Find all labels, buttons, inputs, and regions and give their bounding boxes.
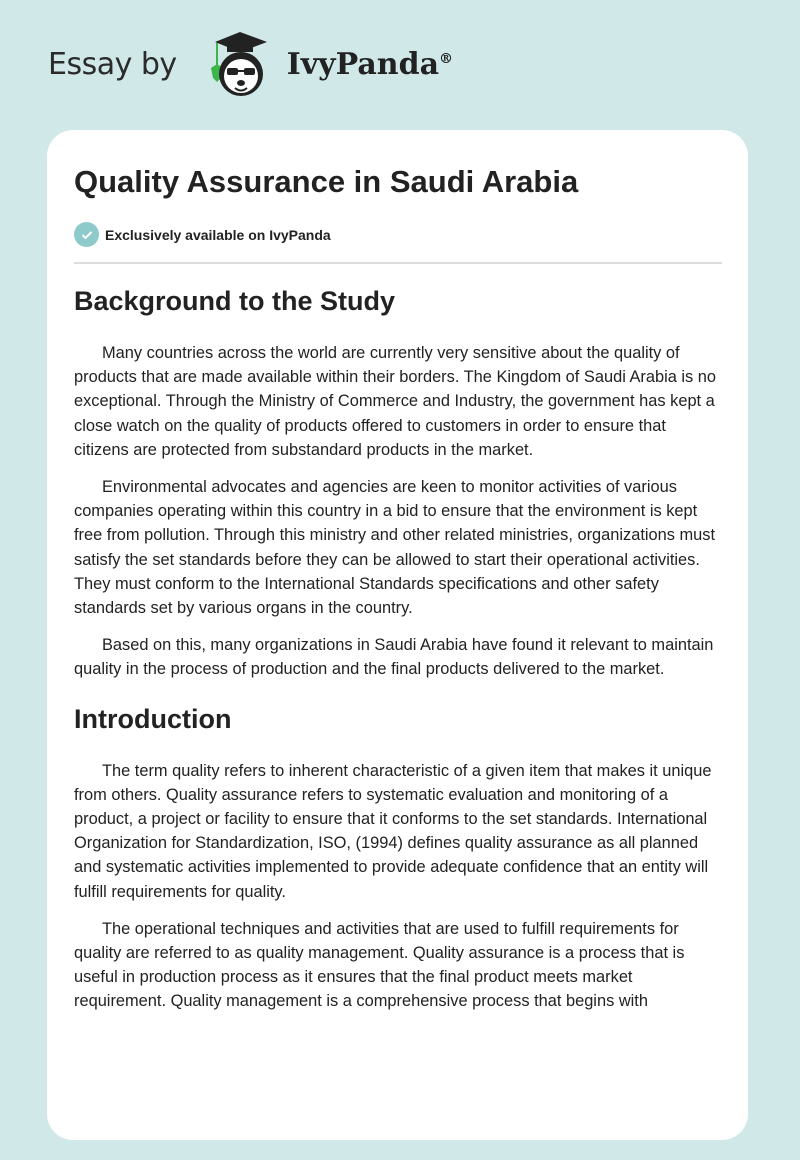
registered-mark: ® [439,50,454,67]
check-icon [74,222,99,247]
brand-name-text: IvyPanda [286,46,440,82]
ivypanda-logo-icon[interactable] [197,28,283,100]
exclusive-text: Exclusively available on IvyPanda [105,226,331,243]
essay-card [47,130,748,1140]
paragraph: Based on this, many organizations in Saudi Arabia have found it relevant to maintain quality in the process of production and the final products delivered to the market. [74,636,714,679]
exclusive-badge [74,222,722,247]
section-heading: Background to the Study [74,286,396,316]
paragraph: The operational techniques and activities that are used to fulfill requirements for quality are referred to as quality management. Quality assurance is a process that is useful in production process as it ensures that the final product meets market requirement. Quality management is a comprehensive process that begins with [74,919,685,1011]
divider [74,262,722,264]
paragraph: The term quality refers to inherent characteristic of a given item that makes it unique from others. Quality assurance refers to systematic evaluation and monitoring of a product, a project or facility to ensure that it conforms to the set standards. International Organization for Standardization, ISO, (1994) defines quality assurance as all planned and systematic activities implemented to provide adequate confidence that an entity will fulfill requirements for quality. [74,761,712,901]
section-heading: Introduction [74,703,232,734]
brand-header [48,34,453,94]
essay-by-label: Essay by [48,46,177,82]
brand-name[interactable] [287,47,453,82]
paragraph: Environmental advocates and agencies are keen to monitor activities of various companies operating within this country in a bid to ensure that the environment is kept free from pollution. Through this ministry and other related ministries, organizations must satisfy the set standards before they can be allowed to start their operational activities. They must conform to the International Standards specifications and other safety standards set by various organs in the country. [74,478,716,618]
paragraph: Many countries across the world are currently very sensitive about the quality of products that are made available within their borders. The Kingdom of Saudi Arabia is no exceptional. Through the Ministry of Commerce and Industry, the government has kept a close watch on the quality of products offered to customers in order to ensure that citizens are protected from substandard products in the market. [74,344,717,459]
page-title: Quality Assurance in Saudi Arabia [74,164,579,199]
